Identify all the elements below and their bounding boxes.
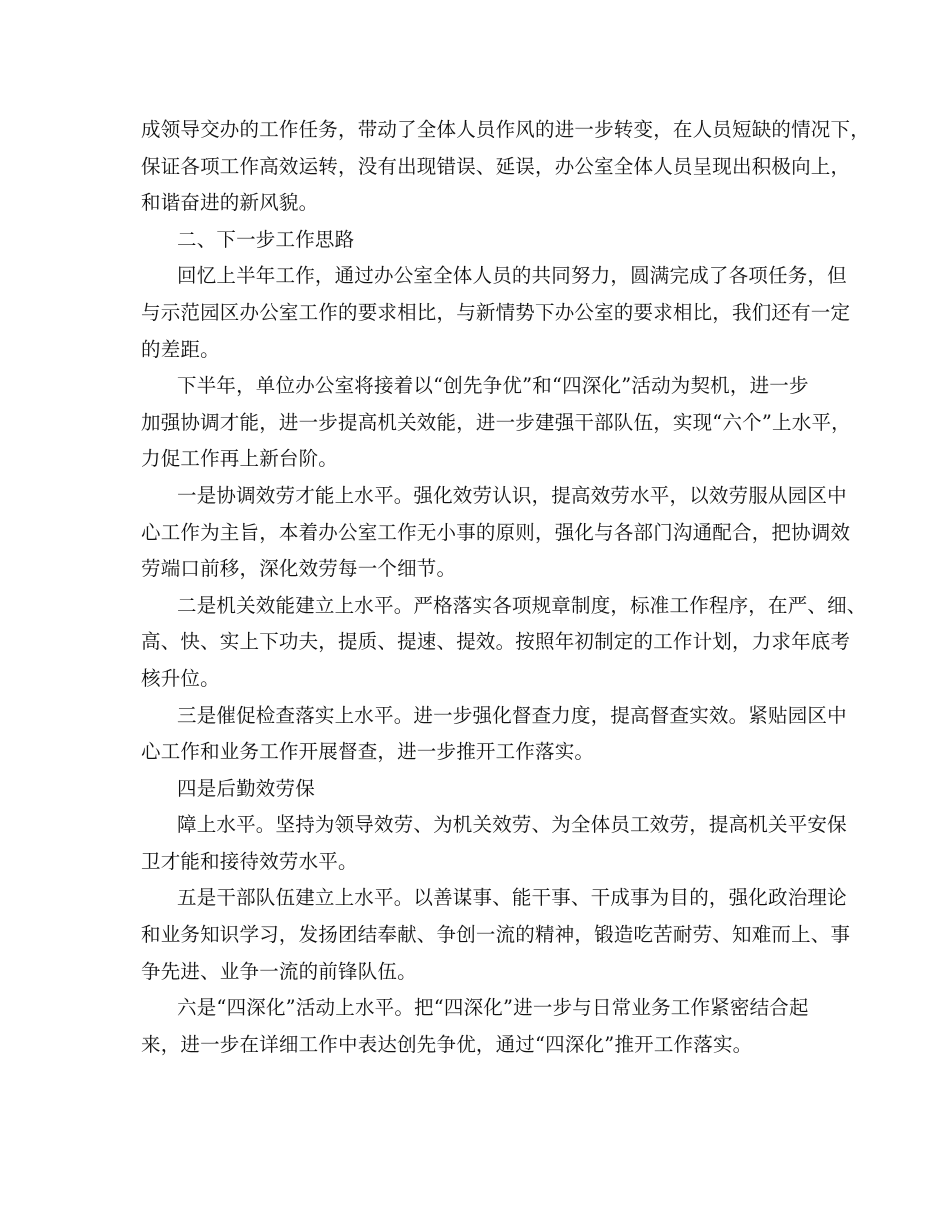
text-line: 卫才能和接待效劳水平。	[141, 849, 358, 873]
text-line: 核升位。	[141, 666, 220, 690]
text-line: 心工作和业务工作开展督查，进一步推开工作落实。	[141, 740, 595, 764]
text-line: 回忆上半年工作，通过办公室全体人员的共同努力，圆满完成了各项任务，但	[177, 264, 847, 288]
text-line: 五是干部队伍建立上水平。以善谋事、能干事、干成事为目的，强化政治理论	[177, 886, 847, 910]
document-body	[141, 112, 870, 1063]
text-line: 与示范园区办公室工作的要求相比，与新情势下办公室的要求相比，我们还有一定	[141, 300, 851, 324]
text-line: 成领导交办的工作任务，带动了全体人员作风的进一步转变，在人员短缺的情况下，	[141, 118, 870, 141]
text-line: 一是协调效劳才能上水平。强化效劳认识，提高效劳水平，以效劳服从园区中	[177, 483, 847, 507]
text-line: 二是机关效能建立上水平。严格落实各项规章制度，标准工作程序，在严、细、	[177, 593, 867, 617]
text-line: 加强协调才能，进一步提高机关效能，进一步建强干部队伍，实现“六个”上水平，	[141, 410, 851, 434]
text-line: 下半年，单位办公室将接着以“创先争优”和“四深化”活动为契机，进一步	[177, 374, 809, 398]
text-line: 力促工作再上新台阶。	[141, 447, 339, 471]
text-line: 六是“四深化”活动上水平。把“四深化”进一步与日常业务工作紧密结合起	[177, 996, 809, 1020]
text-line: 来，进一步在详细工作中表达创先争优，通过“四深化”推开工作落实。	[141, 1032, 753, 1056]
text-line: 障上水平。坚持为领导效劳、为机关效劳、为全体员工效劳，提高机关平安保	[177, 813, 847, 837]
text-line: 高、快、实上下功夫，提质、提速、提效。按照年初制定的工作计划，力求年底考	[141, 630, 851, 654]
text-line: 心工作为主旨，本着办公室工作无小事的原则，强化与各部门沟通配合，把协调效	[141, 520, 851, 544]
text-line: 三是催促检查落实上水平。进一步强化督查力度，提高督查实效。紧贴园区中	[177, 703, 847, 727]
text-line: 的差距。	[141, 337, 220, 361]
text-line: 和谐奋进的新风貌。	[141, 191, 319, 215]
text-line: 四是后勤效劳保	[177, 776, 315, 800]
text-line: 保证各项工作高效运转，没有出现错误、延误，办公室全体人员呈现出积极向上，	[141, 154, 851, 178]
text-line: 争先进、业争一流的前锋队伍。	[141, 959, 417, 983]
text-line: 和业务知识学习，发扬团结奉献、争创一流的精神，锻造吃苦耐劳、知难而上、事	[141, 923, 851, 947]
section-heading: 二、下一步工作思路	[177, 227, 355, 251]
text-line: 劳端口前移，深化效劳每一个细节。	[141, 557, 457, 581]
